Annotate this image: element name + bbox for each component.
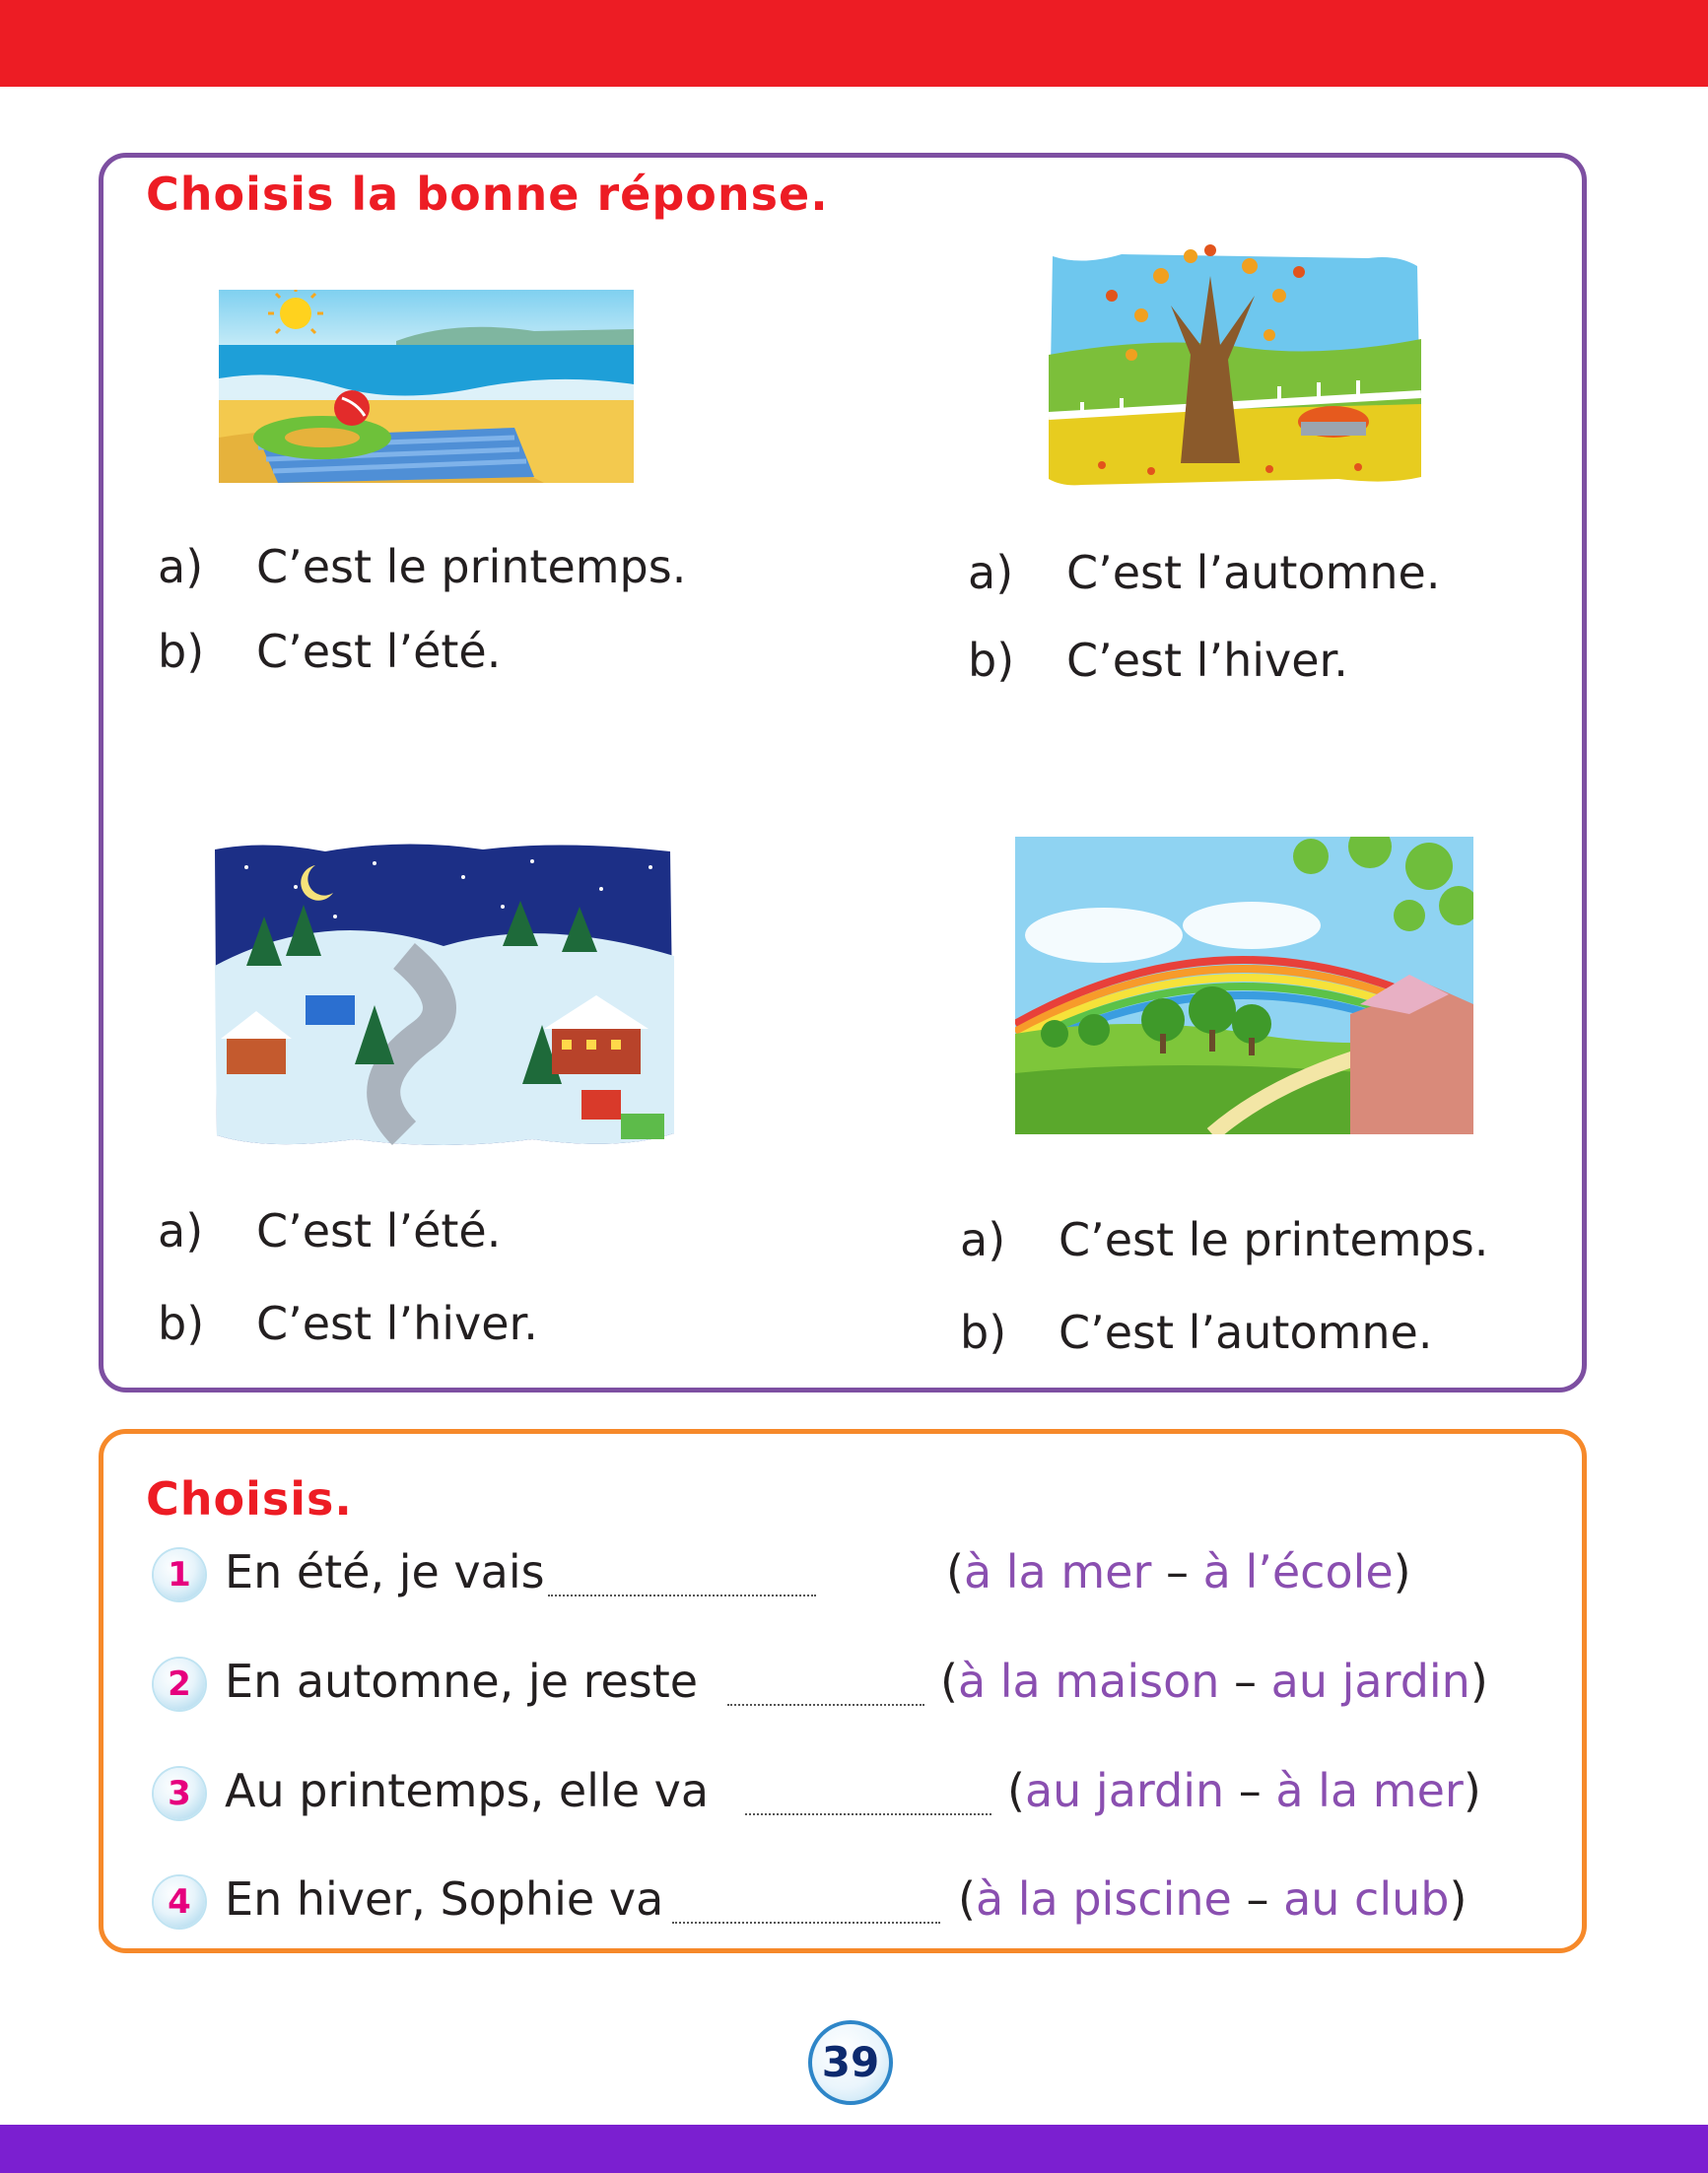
option-letter: b) [158, 625, 205, 678]
number-badge: 2 [154, 1659, 205, 1710]
exercise1-title: Choisis la bonne réponse. [146, 168, 829, 221]
q3-option-b[interactable] [158, 1297, 538, 1350]
q2-option-b[interactable] [968, 634, 1348, 687]
fill-item-3 [154, 1764, 1553, 1829]
number-badge: 3 [154, 1768, 205, 1819]
choice-1[interactable]: à la maison [957, 1655, 1220, 1708]
answer-blank[interactable] [672, 1922, 940, 1924]
autumn-tree-picture [1043, 237, 1427, 495]
choice-1[interactable]: à la mer [963, 1545, 1152, 1598]
option-text: C’est l’hiver. [1066, 634, 1348, 687]
option-letter: b) [968, 634, 1015, 687]
option-letter: a) [158, 540, 204, 593]
choice-2[interactable]: à la mer [1275, 1764, 1464, 1817]
choice-1[interactable]: au jardin [1024, 1764, 1225, 1817]
option-letter: b) [158, 1297, 205, 1350]
choice-options: (au jardin – à la mer) [1007, 1764, 1481, 1817]
choice-options: (à la piscine – au club) [958, 1872, 1468, 1926]
answer-blank[interactable] [745, 1813, 991, 1815]
q3-option-a[interactable] [158, 1204, 501, 1257]
q1-option-a[interactable] [158, 540, 686, 593]
option-text: C’est le printemps. [1059, 1213, 1489, 1266]
bottom-purple-band [0, 2125, 1708, 2173]
winter-village-picture [207, 838, 682, 1151]
q1-option-b[interactable] [158, 625, 501, 678]
choice-2[interactable]: au club [1283, 1872, 1450, 1926]
answer-blank[interactable] [548, 1595, 816, 1596]
fill-item-4 [154, 1872, 1553, 1937]
q4-option-a[interactable] [960, 1213, 1488, 1266]
spring-rainbow-picture [1015, 837, 1473, 1134]
top-red-band [0, 0, 1708, 87]
option-text: C’est le printemps. [256, 540, 687, 593]
option-text: C’est l’automne. [1059, 1306, 1433, 1359]
option-text: C’est l’automne. [1066, 546, 1441, 599]
q2-option-a[interactable] [968, 546, 1440, 599]
option-text: C’est l’été. [256, 1204, 502, 1257]
option-text: C’est l’hiver. [256, 1297, 538, 1350]
answer-blank[interactable] [727, 1704, 924, 1706]
choice-options: (à la mer – à l’école) [946, 1545, 1411, 1598]
fill-item-2 [154, 1655, 1553, 1720]
number-badge: 4 [154, 1876, 205, 1928]
sentence-stem: En été, je vais [225, 1545, 545, 1598]
page-number-badge: 39 [808, 2020, 893, 2105]
fill-item-1 [154, 1545, 1553, 1610]
choice-options: (à la maison – au jardin) [940, 1655, 1488, 1708]
option-text: C’est l’été. [256, 625, 502, 678]
option-letter: a) [158, 1204, 204, 1257]
exercise2-title: Choisis. [146, 1472, 353, 1526]
sentence-stem: Au printemps, elle va [225, 1764, 710, 1817]
sentence-stem: En hiver, Sophie va [225, 1872, 664, 1926]
number-badge: 1 [154, 1549, 205, 1600]
q4-option-b[interactable] [960, 1306, 1432, 1359]
sentence-stem: En automne, je reste [225, 1655, 699, 1708]
option-letter: a) [960, 1213, 1006, 1266]
choice-2[interactable]: au jardin [1270, 1655, 1470, 1708]
option-letter: b) [960, 1306, 1007, 1359]
choice-2[interactable]: à l’école [1202, 1545, 1394, 1598]
choice-1[interactable]: à la piscine [975, 1872, 1232, 1926]
option-letter: a) [968, 546, 1014, 599]
beach-summer-picture [219, 290, 634, 483]
